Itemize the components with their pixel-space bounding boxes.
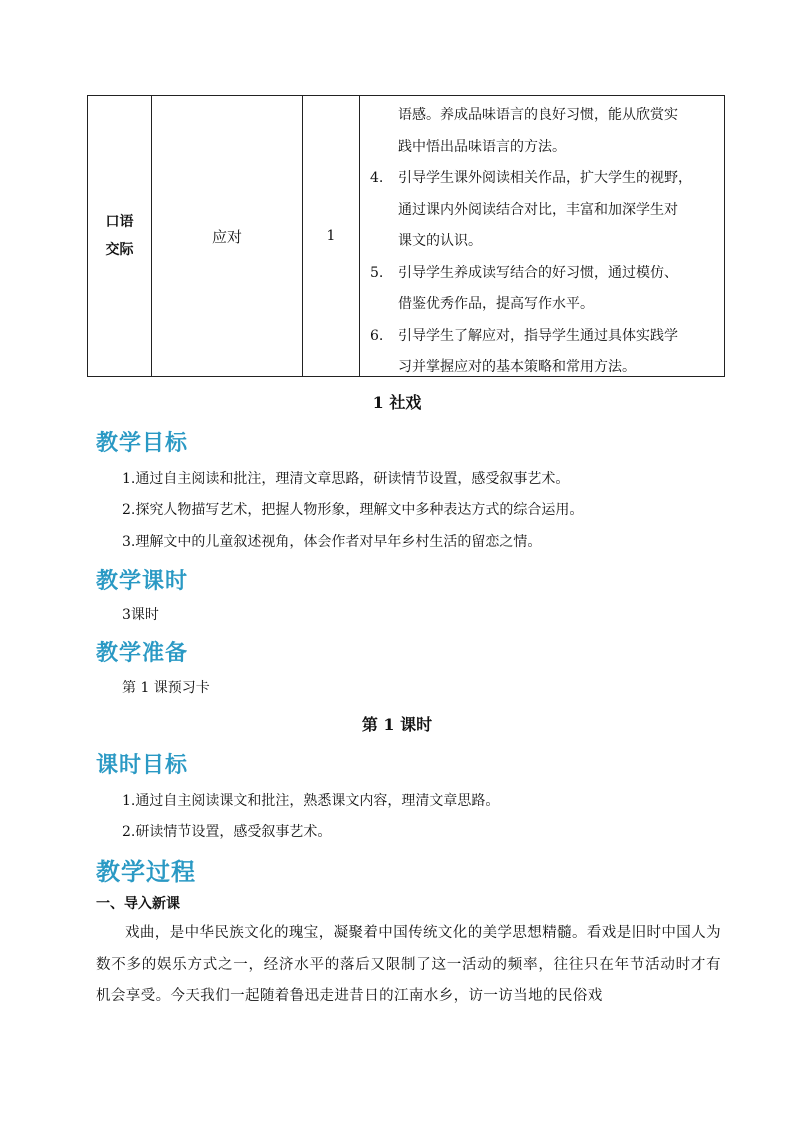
goal-text: 语感。养成品味语言的良好习惯，能从欣赏实 xyxy=(398,107,678,123)
goal-line xyxy=(366,321,716,353)
goal-text: 习并掌握应对的基本策略和常用方法。 xyxy=(398,359,636,375)
goal-text: 引导学生了解应对，指导学生通过具体实践学 xyxy=(398,327,678,344)
lesson-title: 1 社戏 xyxy=(372,393,422,412)
process-heading: 教学过程 xyxy=(96,858,196,886)
goal-line xyxy=(366,195,716,227)
goal-number: 6. xyxy=(370,327,384,344)
goal-line xyxy=(366,163,716,195)
goal-text: 引导学生养成读写结合的好习惯，通过模仿、 xyxy=(398,264,678,281)
goal-item: 3.理解文中的儿童叙述视角，体会作者对早年乡村生活的留恋之情。 xyxy=(122,534,542,550)
period-title: 第 1 课时 xyxy=(361,715,433,734)
goal-text: 践中悟出品味语言的方法。 xyxy=(398,138,566,155)
curriculum-table xyxy=(87,95,725,377)
goals-heading: 教学目标 xyxy=(96,431,189,456)
goal-item: 1.通过自主阅读和批注，理清文章思路，研读情节设置，感受叙事艺术。 xyxy=(122,471,570,487)
period-goal-item: 1.通过自主阅读课文和批注，熟悉课文内容，理清文章思路。 xyxy=(122,793,500,809)
goal-text: 通过课内外阅读结合对比，丰富和加深学生对 xyxy=(398,201,678,218)
goal-line xyxy=(366,132,716,164)
lesson-name: 应对 xyxy=(211,227,242,246)
goal-number: 5. xyxy=(370,264,384,281)
goal-item: 2.探究人物描写艺术，把握人物形象，理解文中多种表达方式的综合运用。 xyxy=(122,502,584,518)
lesson-hours: 1 xyxy=(326,228,336,244)
type-label: 口语 xyxy=(105,214,134,230)
period-goals-heading: 课时目标 xyxy=(96,753,189,778)
prep-heading: 教学准备 xyxy=(96,641,189,666)
goal-line xyxy=(366,289,716,321)
goal-line xyxy=(366,226,716,258)
goal-text: 课文的认识。 xyxy=(398,233,482,249)
table-cell-hours xyxy=(303,96,359,376)
goal-text: 引导学生课外阅读相关作品，扩大学生的视野， xyxy=(398,170,692,186)
prep-text: 第 1 课预习卡 xyxy=(122,680,210,696)
goal-number: 4. xyxy=(370,170,384,186)
type-label-2: 交际 xyxy=(105,242,134,258)
goal-line xyxy=(366,352,716,384)
period-goal-item: 2.研读情节设置，感受叙事艺术。 xyxy=(122,824,332,840)
goal-text: 借鉴优秀作品，提高写作水平。 xyxy=(398,296,594,312)
goal-line xyxy=(366,100,716,132)
hours-heading: 教学课时 xyxy=(96,569,189,594)
goal-line xyxy=(366,258,716,290)
step-title: 一、导入新课 xyxy=(96,896,180,912)
table-cell-goals xyxy=(360,96,724,376)
hours-text: 3课时 xyxy=(122,607,159,623)
step-paragraph: 戏曲，是中华民族文化的瑰宝，凝聚着中国传统文化的美学思想精髓。看戏是旧时中国人为数不多的娱乐方式之一，经济水平的落后又限制了这一活动的频率，往往只在年节活动时才有机会享受。今天我们一起随着鲁迅走进昔日的江南水乡，访一访当地的民俗戏 xyxy=(96,925,721,1004)
table-cell-type xyxy=(88,96,151,376)
table-cell-name xyxy=(152,96,302,376)
